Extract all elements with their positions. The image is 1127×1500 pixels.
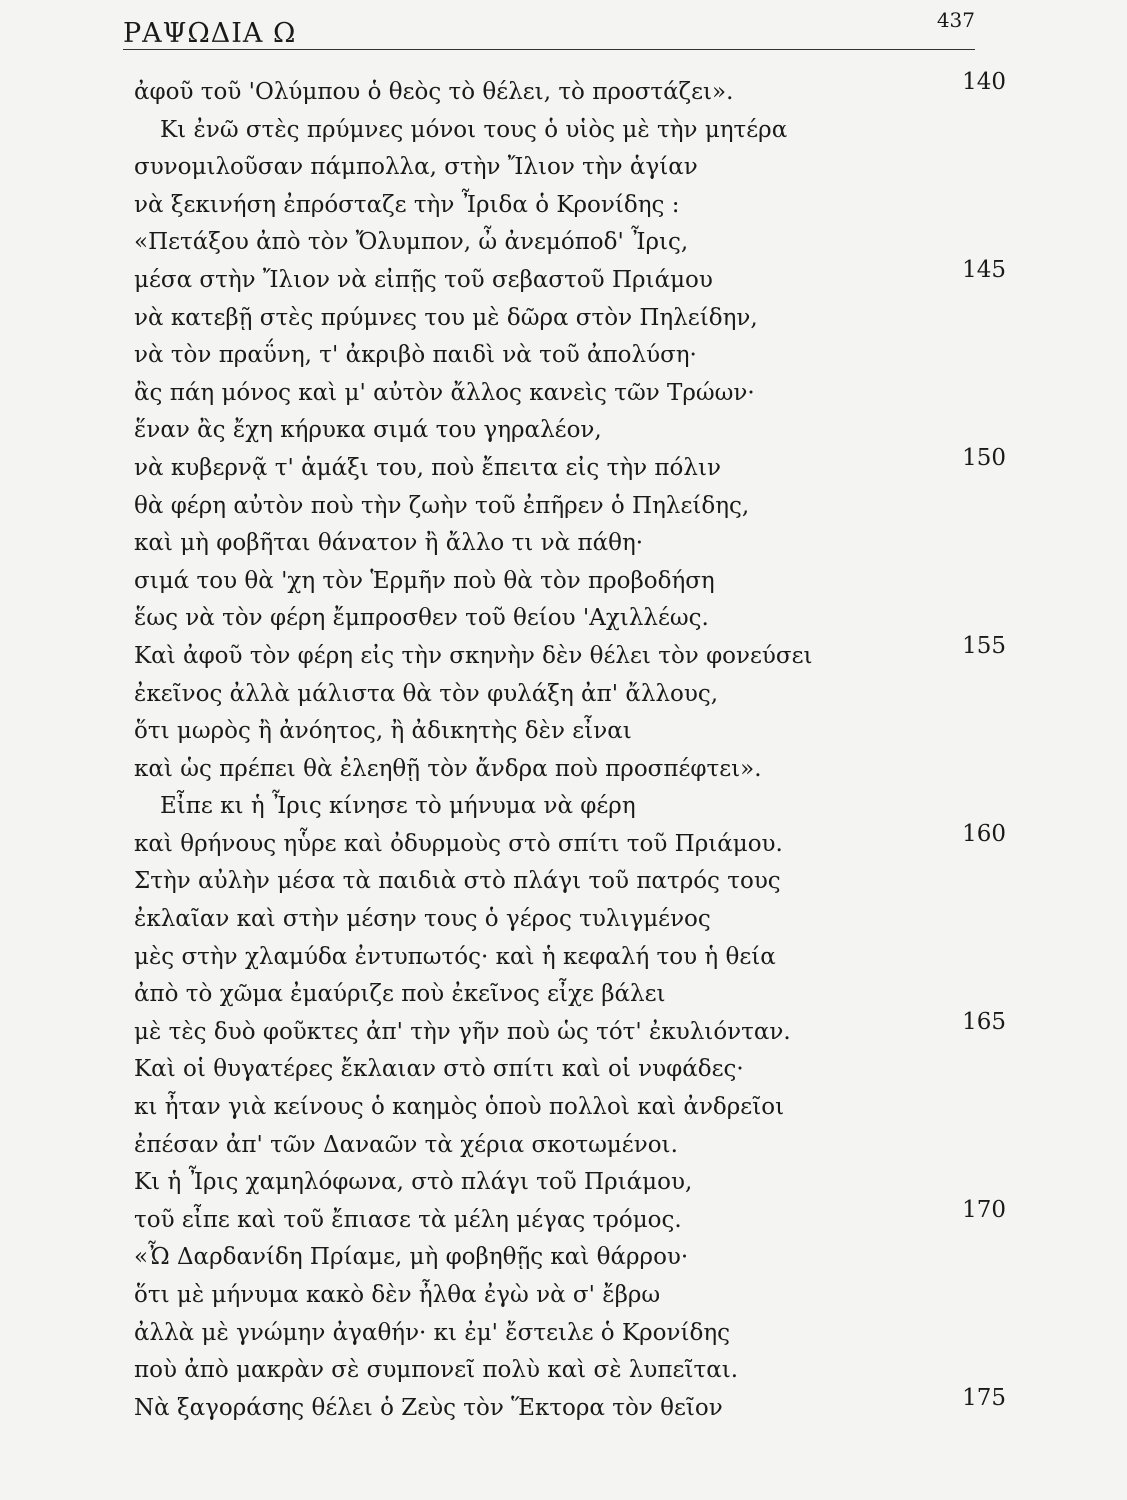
verse-line bbox=[134, 149, 1006, 187]
line-number: 165 bbox=[962, 1008, 1006, 1035]
verse-line bbox=[134, 1164, 1006, 1202]
verse-text: Στὴν αὐλὴν μέσα τὰ παιδιὰ στὸ πλάγι τοῦ πατρός τους bbox=[134, 868, 781, 895]
verse-line bbox=[134, 976, 1006, 1014]
line-number: 145 bbox=[962, 256, 1006, 283]
verse-line bbox=[134, 1089, 1006, 1127]
header-rule bbox=[123, 49, 975, 50]
line-number: 150 bbox=[962, 444, 1006, 471]
verse-line bbox=[134, 1352, 1006, 1390]
verse-line bbox=[134, 412, 1006, 450]
verse-line bbox=[134, 1239, 1006, 1277]
verse-text: Εἶπε κι ἡ Ἶρις κίνησε τὸ μήνυμα νὰ φέρη bbox=[160, 793, 636, 820]
verse-line bbox=[134, 187, 1006, 225]
line-number: 175 bbox=[962, 1384, 1006, 1411]
verse-line bbox=[134, 1008, 1006, 1052]
verse-text: ἕναν ἂς ἔχη κήρυκα σιμά του γηραλέον, bbox=[134, 417, 602, 444]
verse-line bbox=[134, 1277, 1006, 1315]
verse-text: Καὶ οἱ θυγατέρες ἔκλαιαν στὸ σπίτι καὶ οἱ νυφάδες· bbox=[134, 1056, 744, 1083]
verse-line bbox=[134, 600, 1006, 638]
running-head: ΡΑΨΩΔΙΑ Ω bbox=[123, 18, 297, 49]
verse-text: νὰ κατεβῇ στὲς πρύμνες του μὲ δῶρα στὸν Πηλείδην, bbox=[134, 304, 758, 331]
verse-line bbox=[134, 901, 1006, 939]
verse-line bbox=[134, 69, 1006, 112]
verse-line bbox=[134, 1127, 1006, 1165]
verse-text: καὶ ὡς πρέπει θὰ ἐλεηθῇ τὸν ἄνδρα ποὺ προσπέφτει». bbox=[134, 755, 762, 782]
verse-text: καὶ μὴ φοβῆται θάνατον ἢ ἄλλο τι νὰ πάθη· bbox=[134, 530, 644, 557]
verse-text: Καὶ ἀφοῦ τὸν φέρη εἰς τὴν σκηνὴν δὲν θέλει τὸν φονεύσει bbox=[134, 642, 813, 669]
verse-line bbox=[134, 632, 1006, 676]
verse-text: τοῦ εἶπε καὶ τοῦ ἔπιασε τὰ μέλη μέγας τρόμος. bbox=[134, 1206, 682, 1233]
verse-text: ποὺ ἀπὸ μακρὰν σὲ συμπονεῖ πολὺ καὶ σὲ λυπεῖται. bbox=[134, 1357, 739, 1384]
verse-text: ἐκλαῖαν καὶ στὴν μέσην τους ὁ γέρος τυλιγμένος bbox=[134, 906, 711, 933]
verse-line bbox=[134, 224, 1006, 262]
verse-text: καὶ θρήνους ηὗρε καὶ ὀδυρμοὺς στὸ σπίτι τοῦ Πριάμου. bbox=[134, 830, 783, 857]
verse-text: Νὰ ξαγοράσης θέλει ὁ Ζεὺς τὸν Ἕκτορα τὸν θεῖον bbox=[134, 1394, 723, 1421]
verse-text: ἀπὸ τὸ χῶμα ἐμαύριζε ποὺ ἐκεῖνος εἶχε βάλει bbox=[134, 981, 666, 1008]
verse-text: συνομιλοῦσαν πάμπολλα, στὴν Ἴλιον τὴν ἁγίαν bbox=[134, 154, 698, 181]
page-number: 437 bbox=[936, 8, 975, 32]
line-number: 160 bbox=[962, 820, 1006, 847]
verse-text: σιμά του θὰ 'χη τὸν Ἑρμῆν ποὺ θὰ τὸν προβοδήση bbox=[134, 567, 715, 594]
page-header bbox=[123, 8, 975, 48]
verse-line bbox=[134, 1315, 1006, 1353]
verse-line bbox=[134, 751, 1006, 789]
verse-text: ἂς πάη μόνος καὶ μ' αὐτὸν ἄλλος κανεὶς τῶν Τρώων· bbox=[134, 379, 755, 406]
verse-text: κι ἦταν γιὰ κείνους ὁ καημὸς ὁποὺ πολλοὶ καὶ ἀνδρεῖοι bbox=[134, 1094, 785, 1121]
verse-line bbox=[134, 1196, 1006, 1240]
verse-block bbox=[134, 69, 1006, 1427]
verse-line bbox=[134, 676, 1006, 714]
verse-line bbox=[134, 863, 1006, 901]
verse-text: Κι ἡ Ἶρις χαμηλόφωνα, στὸ πλάγι τοῦ Πριάμου, bbox=[134, 1169, 693, 1196]
verse-text: ἕως νὰ τὸν φέρη ἔμπροσθεν τοῦ θείου 'Αχιλλέως. bbox=[134, 605, 709, 632]
verse-line bbox=[134, 300, 1006, 338]
verse-text: ὅτι μωρὸς ἢ ἀνόητος, ἢ ἀδικητὴς δὲν εἶναι bbox=[134, 718, 632, 745]
verse-text: ἐπέσαν ἀπ' τῶν Δαναῶν τὰ χέρια σκοτωμένοι. bbox=[134, 1131, 678, 1158]
verse-text: ἀλλὰ μὲ γνώμην ἀγαθήν· κι ἐμ' ἔστειλε ὁ Κρονίδης bbox=[134, 1319, 731, 1346]
verse-text: «Πετάξου ἀπὸ τὸν Ὄλυμπον, ὦ ἀνεμόποδ' Ἶρις, bbox=[134, 229, 689, 256]
verse-line bbox=[134, 525, 1006, 563]
verse-line bbox=[134, 563, 1006, 601]
verse-text: «Ὦ Δαρδανίδη Πρίαμε, μὴ φοβηθῇς καὶ θάρρου· bbox=[134, 1244, 689, 1271]
verse-text: θὰ φέρη αὐτὸν ποὺ τὴν ζωὴν τοῦ ἐπῆρεν ὁ Πηλείδης, bbox=[134, 492, 750, 519]
verse-line bbox=[134, 820, 1006, 864]
verse-text: μέσα στὴν Ἴλιον νὰ εἰπῇς τοῦ σεβαστοῦ Πριάμου bbox=[134, 266, 713, 293]
verse-text: μὲ τὲς δυὸ φοῦκτες ἀπ' τὴν γῆν ποὺ ὡς τότ' ἐκυλιόνταν. bbox=[134, 1018, 791, 1045]
verse-line bbox=[134, 1051, 1006, 1089]
verse-text: νὰ τὸν πραΰνη, τ' ἀκριβὸ παιδὶ νὰ τοῦ ἀπολύση· bbox=[134, 342, 697, 369]
verse-line bbox=[134, 112, 1006, 150]
verse-line bbox=[134, 788, 1006, 826]
verse-line bbox=[134, 939, 1006, 977]
line-number: 140 bbox=[962, 69, 1006, 95]
verse-line bbox=[134, 337, 1006, 375]
verse-line bbox=[134, 444, 1006, 488]
verse-line bbox=[134, 256, 1006, 300]
verse-text: μὲς στὴν χλαμύδα ἐντυπωτός· καὶ ἡ κεφαλή του ἡ θεία bbox=[134, 943, 776, 970]
verse-line bbox=[134, 375, 1006, 413]
verse-text: νὰ ξεκινήση ἐπρόσταζε τὴν Ἶριδα ὁ Κρονίδης : bbox=[134, 191, 680, 218]
verse-text: ὅτι μὲ μήνυμα κακὸ δὲν ἦλθα ἐγὼ νὰ σ' ἔβρω bbox=[134, 1282, 661, 1308]
verse-line bbox=[134, 1384, 1006, 1428]
verse-text: νὰ κυβερνᾷ τ' ἁμάξι του, ποὺ ἔπειτα εἰς τὴν πόλιν bbox=[134, 454, 721, 481]
line-number: 170 bbox=[962, 1196, 1006, 1223]
verse-text: Κι ἐνῶ στὲς πρύμνες μόνοι τους ὁ υἱὸς μὲ τὴν μητέρα bbox=[160, 116, 788, 143]
line-number: 155 bbox=[962, 632, 1006, 659]
verse-line bbox=[134, 488, 1006, 526]
verse-text: ἐκεῖνος ἀλλὰ μάλιστα θὰ τὸν φυλάξη ἀπ' ἄλλους, bbox=[134, 680, 719, 707]
verse-text: ἀφοῦ τοῦ 'Ολύμπου ὁ θεὸς τὸ θέλει, τὸ προστάζει». bbox=[134, 79, 734, 105]
verse-line bbox=[134, 713, 1006, 751]
